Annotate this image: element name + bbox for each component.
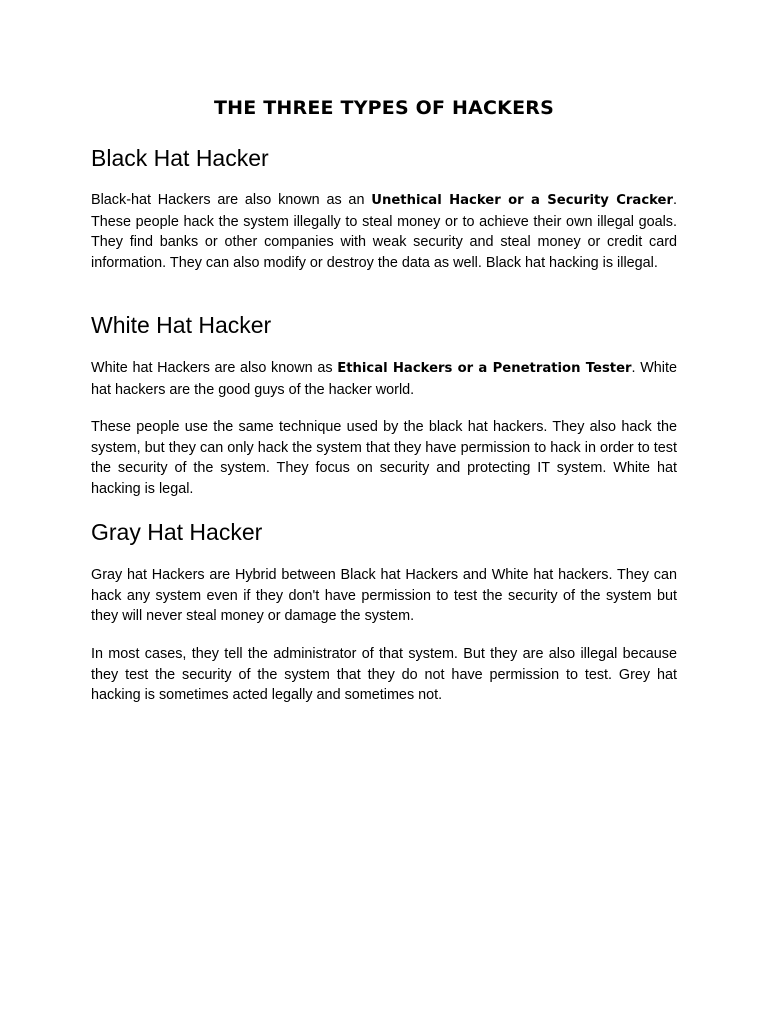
black-hat-bold-term: Unethical Hacker or a Security Cracker (371, 193, 673, 208)
black-hat-paragraph (91, 190, 677, 273)
black-hat-text-before: Black-hat Hackers are also known as an (91, 192, 372, 208)
document-title: THE THREE TYPES OF HACKERS (214, 97, 554, 119)
black-hat-text-after: . These people hack the system illegally to steal money or to achieve their own illegal goals. They find banks or other companies with weak security and steal money or credit card information. They can also modify or destroy the data as well. Black hat hacking is illegal. (91, 192, 677, 271)
section-heading-gray-hat: Gray Hat Hacker (91, 519, 263, 545)
gray-hat-paragraph-2: In most cases, they tell the administrator of that system. But they are also illegal because they test the security of the system that they do not have permission to test. Grey hat hacking is sometimes acted legally and sometimes not. (91, 646, 677, 703)
white-hat-text-after: . White hat hackers are the good guys of the hacker world. (91, 360, 677, 398)
white-hat-paragraph-2: These people use the same technique used by the black hat hackers. They also hack the system, but they can only hack the system that they have permission to hack in order to test the security of the system. They focus on security and protecting IT system. White hat hacking is legal. (91, 419, 677, 497)
white-hat-text-before: White hat Hackers are also known as (91, 360, 338, 376)
gray-hat-paragraph-1: Gray hat Hackers are Hybrid between Black hat Hackers and White hat hackers. They can hack any system even if they don't have permission to test the security of the system but they will never steal money or damage the system. (91, 567, 677, 624)
white-hat-bold-term: Ethical Hackers or a Penetration Tester (337, 361, 632, 376)
section-heading-black-hat: Black Hat Hacker (91, 145, 269, 171)
section-heading-white-hat: White Hat Hacker (91, 312, 272, 338)
white-hat-paragraph-1 (91, 358, 677, 400)
